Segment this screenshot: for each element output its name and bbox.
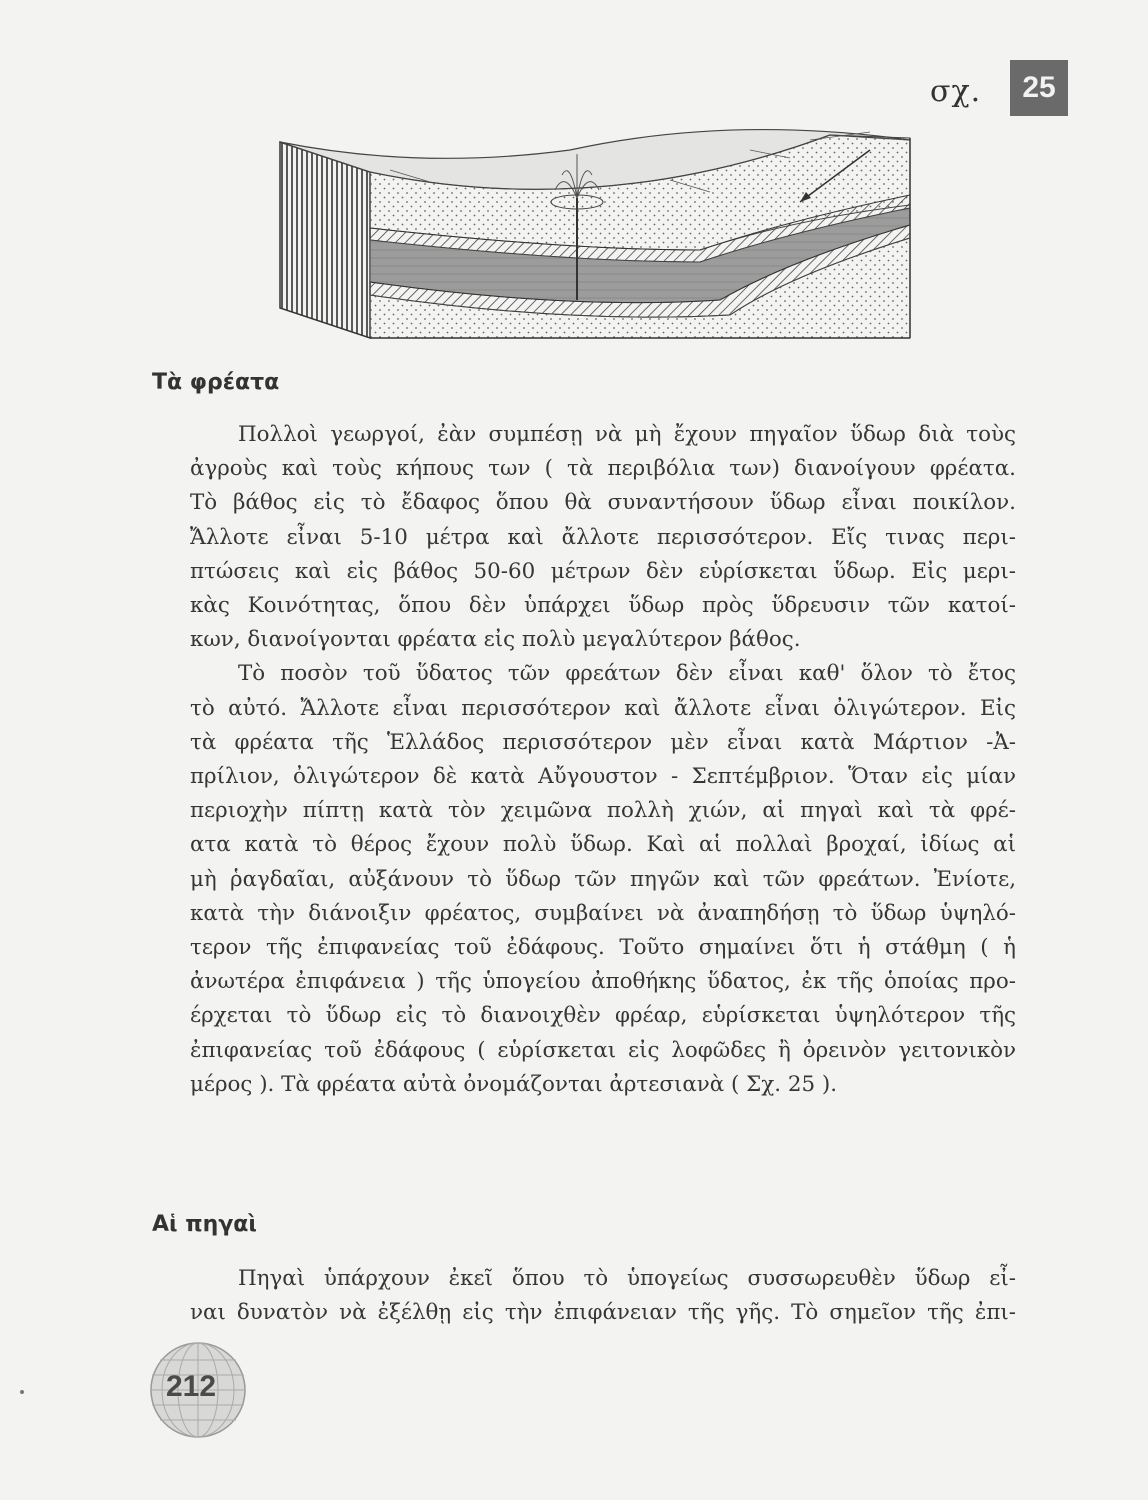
- artesian-well-diagram: [270, 110, 920, 350]
- text-line: Πηγαὶ ὑπάρχουν ἐκεῖ ὅπου τὸ ὑπογείως συσσωρευθὲν ὕδωρ εἶ-: [238, 1266, 1016, 1291]
- text-line: Πολλοὶ γεωργοί, ἐὰν συμπέσῃ νὰ μὴ ἔχουν πηγαῖον ὕδωρ διὰ τοὺς: [238, 422, 1016, 447]
- text-line: Τὸ ποσὸν τοῦ ὕδατος τῶν φρεάτων δὲν εἶναι καθ' ὅλον τὸ ἔτος: [238, 661, 1016, 687]
- text-line: μέρος ). Τὰ φρέατα αὐτὰ ὀνομάζονται ἀρτεσιανὰ ( Σχ. 25 ).: [190, 1071, 838, 1097]
- text-line: ἐπιφανείας τοῦ ἐδάφους ( εὑρίσκεται εἰς λοφῶδες ἢ ὀρεινὸν γειτονικὸν: [190, 1037, 1016, 1063]
- text-line: κὰς Κοινότητας, ὅπου δὲν ὑπάρχει ὕδωρ πρὸς ὕδρευσιν τῶν κατοί-: [190, 593, 1016, 619]
- section-body-springs: [190, 1262, 1016, 1330]
- section-heading-wells: Τὰ φρέατα: [152, 370, 280, 395]
- text-line: τὸ αὐτό. Ἄλλοτε εἶναι περισσότερον καὶ ἄλλοτε εἶναι ὀλιγώτερον. Εἰς: [190, 695, 1016, 721]
- section-heading-springs: Αἱ πηγαὶ: [152, 1212, 257, 1237]
- text-line: έρχεται τὸ ὕδωρ εἰς τὸ διανοιχθὲν φρέαρ, εὑρίσκεται ὑψηλότερον τῆς: [190, 1003, 1016, 1029]
- text-line: κατὰ τὴν διάνοιξιν φρέατος, συμβαίνει νὰ ἀναπηδήσῃ τὸ ὕδωρ ὑψηλό-: [190, 900, 1016, 926]
- text-line: Τὸ βάθος εἰς τὸ ἔδαφος ὅπου θὰ συναντήσουν ὕδωρ εἶναι ποικίλον.: [190, 490, 1016, 516]
- block-side-face: [280, 142, 370, 338]
- text-line: τὰ φρέατα τῆς Ἑλλάδος περισσότερον μὲν εἶναι κατὰ Μάρτιον -Ἀ-: [190, 729, 1016, 755]
- text-line: πρίλιον, ὀλιγώτερον δὲ κατὰ Αὔγουστον - Σεπτέμβριον. Ὅταν εἰς μίαν: [190, 764, 1016, 790]
- text-line: ἀγροὺς καὶ τοὺς κήπους των ( τὰ περιβόλια των) διανοίγουν φρέατα.: [190, 456, 1016, 482]
- text-line: τερον τῆς ἐπιφανείας τοῦ ἐδάφους. Τοῦτο σημαίνει ὅτι ἡ στάθμη ( ἡ: [190, 935, 1016, 961]
- page-number: 212: [166, 1370, 217, 1403]
- text-line: Ἄλλοτε εἶναι 5-10 μέτρα καὶ ἄλλοτε περισσότερον. Εἴς τινας περι-: [190, 524, 1016, 550]
- text-line: πτώσεις καὶ εἰς βάθος 50-60 μέτρων δὲν εὑρίσκεται ὕδωρ. Εἰς μερι-: [190, 558, 1016, 584]
- section-body-wells: [190, 418, 1016, 1102]
- text-line: ναι δυνατὸν νὰ ἐξέλθῃ εἰς τὴν ἐπιφάνειαν τῆς γῆς. Τὸ σημεῖον τῆς ἐπι-: [190, 1300, 1016, 1326]
- text-line: ἀνωτέρα ἐπιφάνεια ) τῆς ὑπογείου ἀποθήκης ὕδατος, ἐκ τῆς ὁποίας προ-: [190, 969, 1016, 995]
- text-line: ατα κατὰ τὸ θέρος ἔχουν πολὺ ὕδωρ. Καὶ αἱ πολλαὶ βροχαί, ἰδίως αἱ: [190, 832, 1016, 858]
- text-line: κων, διανοίγονται φρέατα εἰς πολὺ μεγαλύτερον βάθος.: [190, 627, 801, 653]
- figure-number-badge: 25: [1010, 60, 1068, 116]
- figure-label: σχ.: [930, 74, 982, 109]
- text-line: περιοχὴν πίπτῃ κατὰ τὸν χειμῶνα πολλὴ χιών, αἱ πηγαὶ καὶ τὰ φρέ-: [190, 798, 1016, 824]
- text-line: μὴ ῥαγδαῖαι, αὐξάνουν τὸ ὕδωρ τῶν πηγῶν καὶ τῶν φρεάτων. Ἐνίοτε,: [190, 866, 1016, 892]
- scan-speck: [20, 1390, 24, 1394]
